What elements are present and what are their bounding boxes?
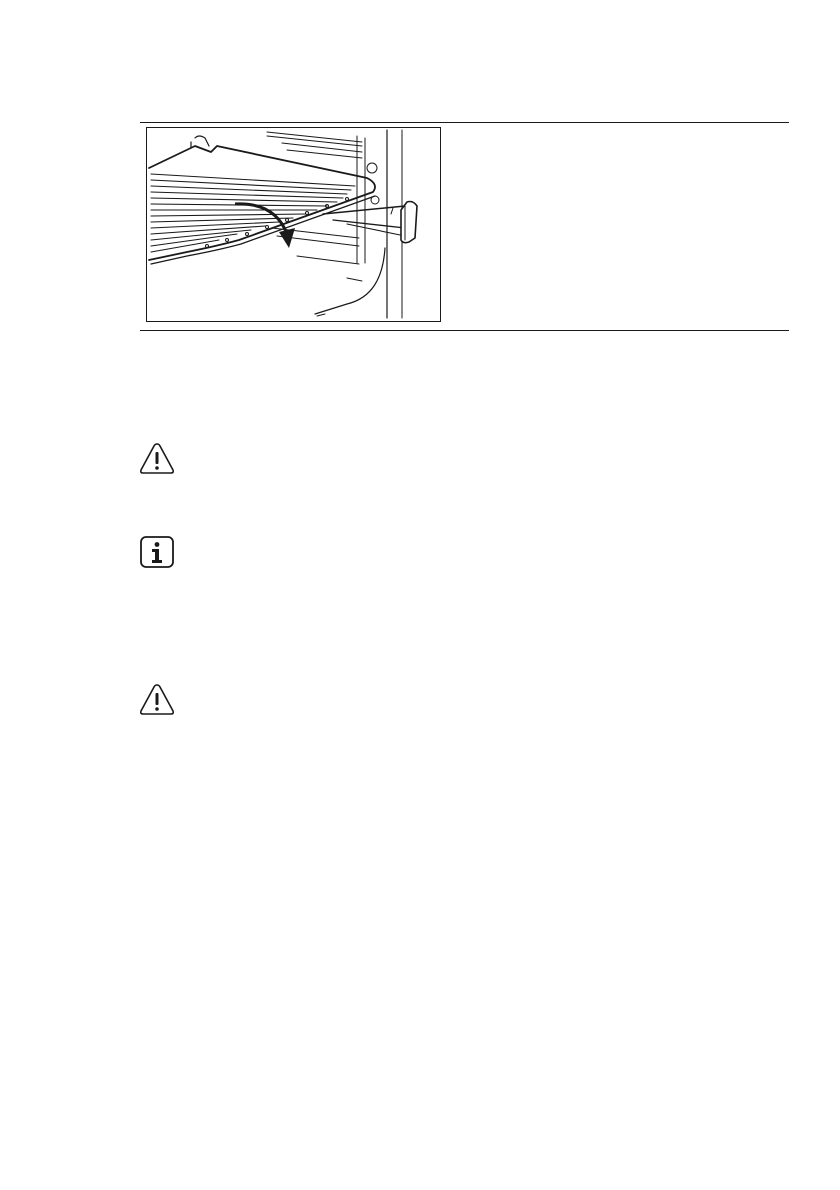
information-icon xyxy=(139,535,175,569)
oven-shelf-runner-icon xyxy=(147,128,440,321)
warning-triangle-icon xyxy=(139,441,175,475)
section-bottom-rule xyxy=(140,330,789,331)
section-top-rule xyxy=(140,122,789,123)
shelf-illustration xyxy=(146,127,441,322)
warning-triangle-icon xyxy=(139,682,175,716)
